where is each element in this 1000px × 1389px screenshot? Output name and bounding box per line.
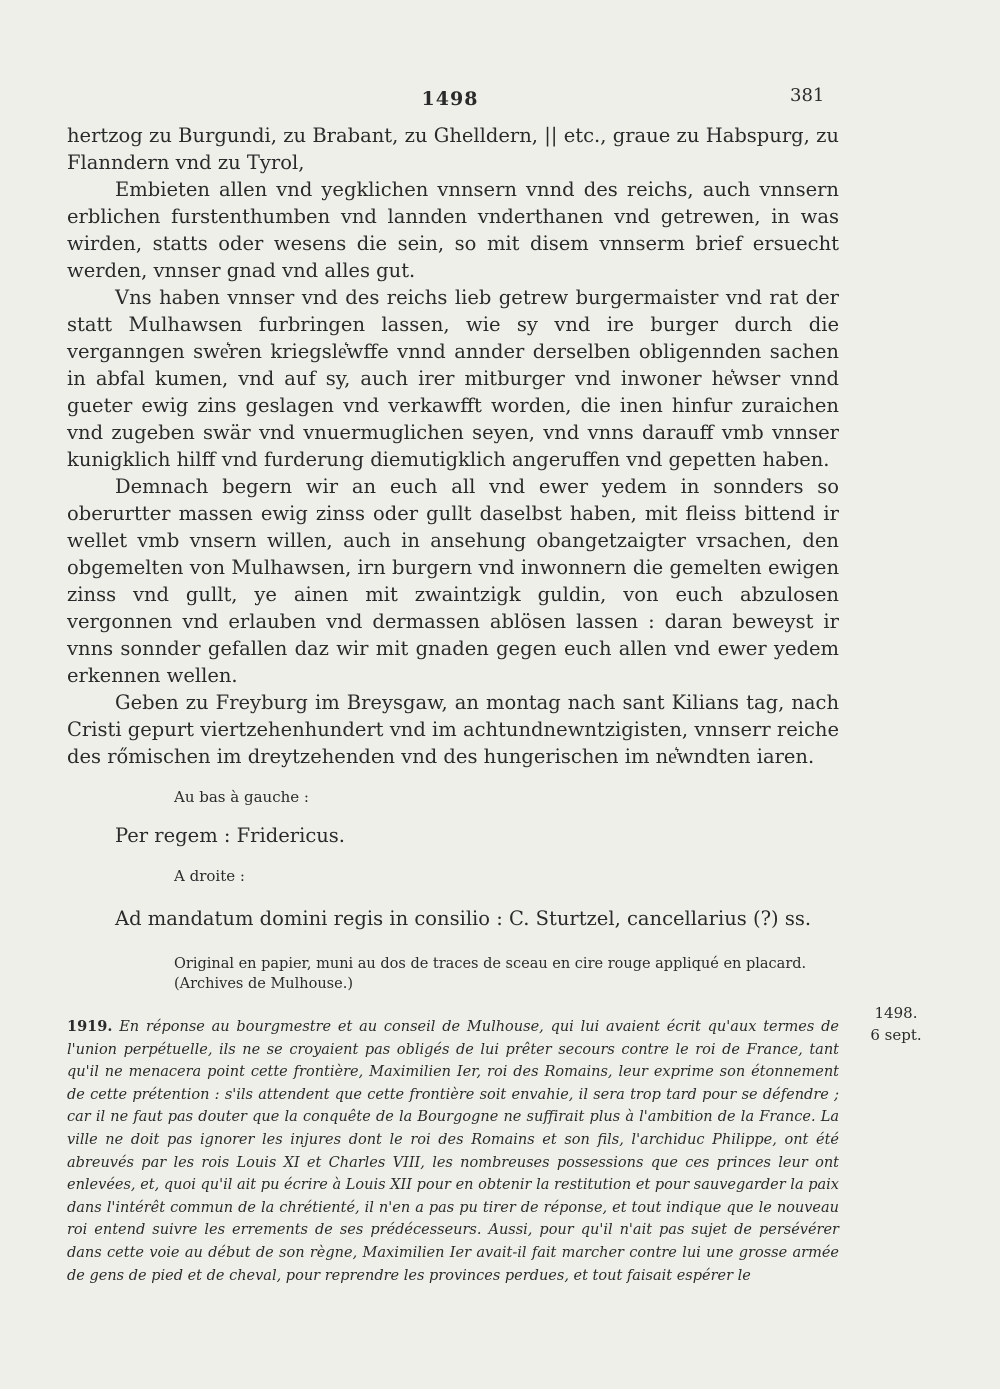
bottom-left-label: Au bas à gauche :: [174, 788, 309, 806]
page-number: 381: [790, 85, 825, 106]
right-label: A droite :: [174, 867, 245, 885]
entry-text: En réponse au bourgmestre et au conseil de Mulhouse, qui lui avaient écrit qu'aux termes de l'union perpétuelle, ils ne se croyaient pas obligés de lui prêter secours contre le roi de France, tant qu'il ne menacera point cette frontière, Maximilien Ier, roi des Romains, leur exprime son étonnement de cette prétention : s'ils attendent que cette frontière soit envahie, il sera trop tard pour se défendre ; car il ne faut pas douter que la conquête de la Bourgogne ne suffirait plus à l'ambition de la France. La ville ne doit pas ignorer les injures dont le roi des Romains et son fils, l'archiduc Philippe, ont été abreuvés par les rois Louis XI et Charles VIII, les nombreuses possessions que ces princes leur ont enlevées, et, quoi qu'il ait pu écrire à Louis XII pour en obtenir la restitution et pour sauvegarder la paix dans l'intérêt commun de la chrétienté, il n'en a pas pu tirer de réponse, et tout indique que le nouveau roi entend suivre les errements de ses prédécesseurs. Aussi, pour qu'il n'ait pas sujet de persévérer dans cette voie au début de son règne, Maximilien Ier avait-il fait marcher contre lui une grosse armée de gens de pied et de cheval, pour reprendre les provinces perdues, et tout faisait espérer le: [67, 1019, 839, 1284]
letter-paragraph: Geben zu Freyburg im Breysgaw, an montag nach sant Kilians tag, nach Cristi gepurt viertzehenhundert vnd im achtundnewntzigisten, vnnserr reiche des rőmischen im dreytzehenden vnd des hungerischen im ne͛wndten iaren.: [67, 691, 839, 768]
margin-date: [866, 1002, 926, 1046]
margin-day: 6 sept.: [870, 1026, 922, 1044]
summary-entry: [67, 1016, 839, 1287]
letter-paragraph: Demnach begern wir an euch all vnd ewer yedem in sonnders so oberurtter massen ewig zinss oder gullt daselbst haben, mit fleiss bittend ir wellet vmb vnsern willen, auch in ansehung obangetzaigter vrsachen, den obgemelten von Mulhawsen, irn burgern vnd inwonnern die gemelten ewigen zinss vnd gullt, ye ainen mit zwaintzigk guldin, von euch abzulosen vergonnen vnd erlauben vnd dermassen ablösen lassen : daran beweyst ir vnns sonnder gefallen daz wir mit gnaden gegen euch allen vnd ewer yedem erkennen wellen.: [67, 475, 839, 687]
bottom-left-signature: Per regem : Fridericus.: [115, 824, 346, 847]
right-signature: Ad mandatum domini regis in consilio : C. Sturtzel, cancellarius (?) ss.: [115, 907, 812, 930]
margin-year: 1498.: [874, 1004, 918, 1022]
letter-paragraph: Embieten allen vnd yegklichen vnnsern vnnd des reichs, auch vnnsern erblichen furstenthumben vnd lannden vnderthanen vnd getrewen, in was wirden, statts oder wesens die sein, so mit disem vnnserm brief ersuecht werden, vnnser gnad vnd alles gut.: [67, 178, 839, 282]
original-note: [174, 954, 839, 994]
entry-number: 1919.: [67, 1018, 113, 1035]
archive-reference: (Archives de Mulhouse.): [174, 976, 353, 992]
letter-paragraph: hertzog zu Burgundi, zu Brabant, zu Ghelldern, || etc., graue zu Habspurg, zu Flanndern vnd zu Tyrol,: [67, 124, 839, 174]
letter-body: [67, 122, 839, 994]
original-note-line: Original en papier, muni au dos de traces de sceau en cire rouge appliqué en placard.: [174, 956, 807, 972]
page-header-year: 1498: [421, 88, 479, 110]
letter-paragraph: Vns haben vnnser vnd des reichs lieb getrew burgermaister vnd rat der statt Mulhawsen furbringen lassen, wie sy vnd ire burger durch die verganngen swe͛ren kriegsle͛wffe vnnd annder derselben obligennden sachen in abfal kumen, vnd auf sy, auch irer mitburger vnd inwoner he͛wser vnnd gueter ewig zins geslagen vnd verkawfft worden, die inen hinfur zuraichen vnd zugeben swär vnd vnuermuglichen seyen, vnd vnns darauff vmb vnnser kunigklich hilff vnd furderung diemutigklich angeruffen vnd gepetten haben.: [67, 286, 839, 471]
